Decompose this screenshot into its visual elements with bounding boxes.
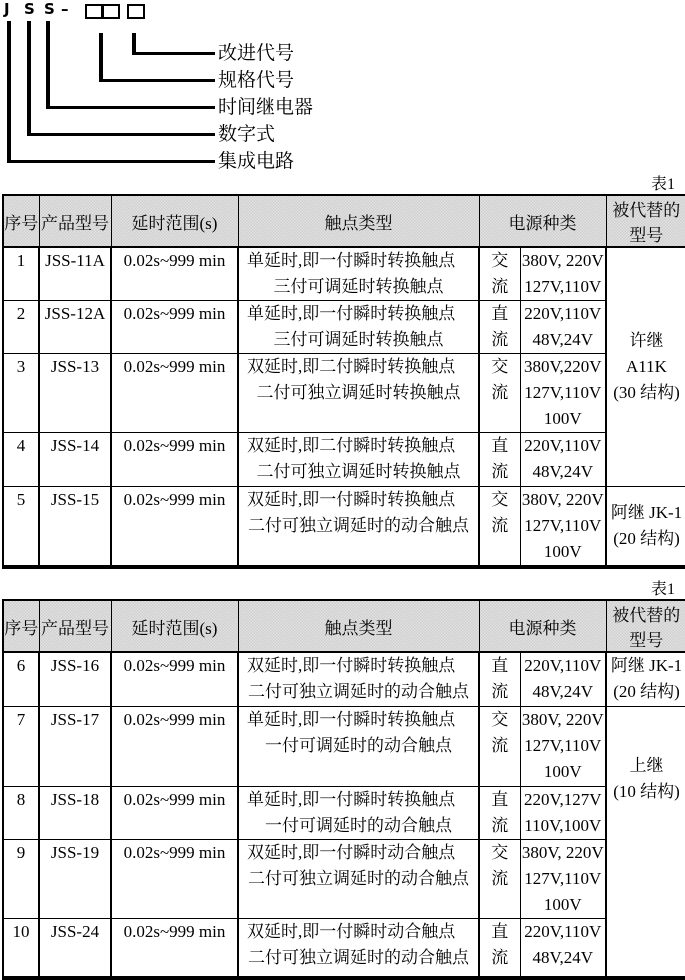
- cell-contact-type: [238, 354, 479, 433]
- spec-table-2: [2, 599, 685, 980]
- cell-contact-type: [238, 652, 479, 706]
- cell-delay: 0.02s~999 min: [111, 354, 238, 433]
- cell-voltages: [520, 839, 606, 918]
- contact-line: 双延时,即一付瞬时动合触点: [247, 842, 456, 862]
- current-char: 直: [491, 789, 509, 809]
- column-header: 产品型号: [39, 600, 111, 652]
- cell-voltages: [520, 918, 606, 978]
- cell-model: JSS-17: [39, 706, 111, 786]
- current-char: 流: [491, 682, 509, 701]
- cell-contact-type: [238, 786, 479, 839]
- cell-voltages: [520, 301, 606, 354]
- cell-model: JSS-16: [39, 652, 111, 706]
- table-row: [3, 487, 685, 568]
- contact-line: 双延时,即一付瞬时转换触点: [247, 490, 456, 509]
- cell-current-kind: [479, 433, 520, 487]
- replaced-model-line: (20 结构): [613, 529, 680, 548]
- diagram-label-spec: 规格代号: [218, 70, 295, 91]
- model-code-diagram: [0, 0, 685, 176]
- current-char: 交: [491, 490, 509, 509]
- cell-seq: 4: [3, 433, 39, 487]
- voltage-line: 220V,127V: [523, 789, 602, 809]
- contact-line: 二付可独立调延时的动合触点: [248, 947, 469, 967]
- code-box-spec2: [102, 4, 120, 19]
- spec-table-1: [2, 194, 685, 569]
- contact-line: 双延时,即一付瞬时动合触点: [247, 921, 456, 941]
- voltage-line: 220V,110V: [524, 304, 602, 323]
- current-char: 流: [491, 330, 509, 349]
- voltage-line: 48V,24V: [532, 947, 594, 967]
- cell-current-kind: [479, 354, 520, 433]
- diagram-label-ic: 集成电路: [218, 151, 295, 172]
- cell-current-kind: [479, 839, 520, 918]
- cell-seq: 6: [3, 652, 39, 706]
- contact-line: 二付可独立调延时的动合触点: [248, 516, 469, 535]
- cell-delay: 0.02s~999 min: [111, 247, 238, 301]
- cell-seq: 2: [3, 301, 39, 354]
- code-box-spec1: [85, 4, 103, 19]
- contact-line: 双延时,即二付瞬时转换触点: [247, 357, 456, 376]
- table-row: [3, 706, 685, 786]
- cell-seq: 1: [3, 247, 39, 301]
- table-row: [3, 786, 685, 839]
- code-letter-j: J: [4, 0, 10, 18]
- current-char: 流: [491, 462, 509, 481]
- current-char: 流: [491, 815, 509, 835]
- replaced-model-line: (30 结构): [613, 383, 680, 402]
- cell-voltages: [520, 354, 606, 433]
- cell-delay: 0.02s~999 min: [111, 786, 238, 839]
- voltage-line: 48V,24V: [532, 462, 594, 481]
- current-char: 直: [491, 304, 509, 323]
- contact-line: 一付可调延时的动合触点: [265, 815, 452, 835]
- cell-current-kind: [479, 706, 520, 786]
- code-letter-s2: S: [44, 0, 55, 18]
- current-char: 流: [491, 735, 509, 755]
- cell-current-kind: [479, 247, 520, 301]
- replaced-model-line: 许继 A11K: [626, 331, 667, 376]
- table-row: [3, 301, 685, 354]
- column-header: 被代替的型号: [606, 600, 685, 652]
- voltage-line: 380V, 220V: [521, 251, 604, 270]
- cell-delay: 0.02s~999 min: [111, 706, 238, 786]
- diagram-label-timer: 时间继电器: [218, 97, 314, 118]
- cell-delay: 0.02s~999 min: [111, 918, 238, 978]
- header-row: [3, 195, 685, 247]
- voltage-line: 380V, 220V: [521, 842, 604, 862]
- voltage-line: 100V: [543, 894, 582, 914]
- voltage-line: 100V: [543, 542, 582, 561]
- cell-replaced-model: [606, 706, 685, 978]
- cell-voltages: [520, 652, 606, 706]
- voltage-line: 48V,24V: [532, 682, 594, 701]
- contact-line: 三付可调延时转换触点: [273, 277, 444, 296]
- cell-contact-type: [238, 433, 479, 487]
- diagram-label-revision: 改进代号: [218, 43, 295, 64]
- table-caption-1: 表1: [650, 176, 675, 193]
- cell-model: JSS-15: [39, 487, 111, 568]
- current-char: 直: [491, 656, 509, 675]
- code-dash: –: [61, 0, 69, 18]
- column-header: 延时范围(s): [111, 600, 238, 652]
- table-row: [3, 839, 685, 918]
- cell-voltages: [520, 247, 606, 301]
- contact-line: 双延时,即一付瞬时转换触点: [247, 656, 456, 675]
- table-row: [3, 433, 685, 487]
- contact-line: 双延时,即二付瞬时转换触点: [247, 436, 456, 455]
- table-row: [3, 247, 685, 301]
- current-char: 直: [491, 436, 509, 455]
- voltage-line: 100V: [543, 761, 582, 781]
- voltage-line: 220V,110V: [524, 436, 602, 455]
- column-header: 电源种类: [479, 600, 606, 652]
- code-box-rev: [127, 4, 145, 19]
- cell-replaced-model: [606, 487, 685, 568]
- voltage-line: 127V,110V: [524, 277, 602, 296]
- column-header: 序号: [3, 195, 39, 247]
- voltage-line: 110V,100V: [524, 815, 602, 835]
- cell-seq: 10: [3, 918, 39, 978]
- cell-replaced-model: [606, 652, 685, 706]
- voltage-line: 48V,24V: [532, 330, 594, 349]
- cell-current-kind: [479, 786, 520, 839]
- table-row: [3, 918, 685, 978]
- cell-voltages: [520, 786, 606, 839]
- cell-contact-type: [238, 301, 479, 354]
- cell-seq: 7: [3, 706, 39, 786]
- voltage-line: 380V, 220V: [521, 490, 604, 509]
- cell-seq: 9: [3, 839, 39, 918]
- cell-seq: 8: [3, 786, 39, 839]
- contact-line: 二付可独立调延时的动合触点: [248, 682, 469, 701]
- current-char: 流: [491, 947, 509, 967]
- contact-line: 单延时,即一付瞬时转换触点: [247, 304, 456, 323]
- column-header: 触点类型: [238, 195, 479, 247]
- cell-current-kind: [479, 918, 520, 978]
- column-header: 延时范围(s): [111, 195, 238, 247]
- code-letter-s1: S: [24, 0, 35, 18]
- voltage-line: 220V,110V: [524, 921, 602, 941]
- cell-model: JSS-12A: [39, 301, 111, 354]
- replaced-model-line: 阿继 JK-1: [610, 503, 683, 522]
- cell-voltages: [520, 433, 606, 487]
- cell-delay: 0.02s~999 min: [111, 652, 238, 706]
- current-char: 直: [491, 921, 509, 941]
- replaced-model-line: 上继: [629, 755, 664, 775]
- cell-delay: 0.02s~999 min: [111, 839, 238, 918]
- contact-line: 二付可独立调延时转换触点: [256, 462, 461, 481]
- contact-line: 单延时,即一付瞬时转换触点: [247, 789, 456, 809]
- contact-line: 单延时,即一付瞬时转换触点: [247, 251, 456, 270]
- replaced-model-line: 阿继 JK-1: [610, 656, 683, 675]
- contact-line: 二付可独立调延时的动合触点: [248, 868, 469, 888]
- cell-contact-type: [238, 918, 479, 978]
- column-header: 产品型号: [39, 195, 111, 247]
- voltage-line: 220V,110V: [524, 656, 602, 675]
- voltage-line: 127V,110V: [524, 516, 602, 535]
- replaced-model-line: (20 结构): [613, 682, 680, 701]
- cell-seq: 3: [3, 354, 39, 433]
- cell-current-kind: [479, 487, 520, 568]
- column-header: 触点类型: [238, 600, 479, 652]
- cell-seq: 5: [3, 487, 39, 568]
- cell-contact-type: [238, 839, 479, 918]
- column-header: 被代替的型号: [606, 195, 685, 247]
- cell-delay: 0.02s~999 min: [111, 487, 238, 568]
- cell-delay: 0.02s~999 min: [111, 301, 238, 354]
- current-char: 交: [491, 357, 509, 376]
- cell-voltages: [520, 706, 606, 786]
- current-char: 流: [491, 277, 509, 296]
- cell-delay: 0.02s~999 min: [111, 433, 238, 487]
- current-char: 交: [491, 842, 509, 862]
- current-char: 流: [491, 383, 509, 402]
- cell-current-kind: [479, 652, 520, 706]
- cell-model: JSS-13: [39, 354, 111, 433]
- voltage-line: 100V: [543, 409, 582, 428]
- cell-model: JSS-14: [39, 433, 111, 487]
- cell-replaced-model: [606, 247, 685, 487]
- current-char: 交: [491, 709, 509, 729]
- voltage-line: 380V, 220V: [521, 709, 604, 729]
- column-header: 序号: [3, 600, 39, 652]
- current-char: 流: [491, 868, 509, 888]
- cell-contact-type: [238, 247, 479, 301]
- contact-line: 单延时,即一付瞬时转换触点: [247, 709, 456, 729]
- header-row: [3, 600, 685, 652]
- cell-contact-type: [238, 706, 479, 786]
- cell-model: JSS-19: [39, 839, 111, 918]
- cell-contact-type: [238, 487, 479, 568]
- diagram-label-digital: 数字式: [218, 124, 276, 145]
- voltage-line: 127V,110V: [524, 735, 602, 755]
- current-char: 交: [491, 251, 509, 270]
- branch-line-ic: [7, 21, 215, 163]
- contact-line: 二付可独立调延时转换触点: [256, 383, 461, 402]
- voltage-line: 127V,110V: [524, 868, 602, 888]
- cell-model: JSS-24: [39, 918, 111, 978]
- voltage-line: 127V,110V: [524, 383, 602, 402]
- voltage-line: 380V,220V: [523, 357, 602, 376]
- current-char: 流: [491, 516, 509, 535]
- contact-line: 一付可调延时的动合触点: [265, 735, 452, 755]
- cell-voltages: [520, 487, 606, 568]
- table-caption-2: 表1: [650, 581, 675, 598]
- table-row: [3, 354, 685, 433]
- column-header: 电源种类: [479, 195, 606, 247]
- contact-line: 三付可调延时转换触点: [273, 330, 444, 349]
- cell-current-kind: [479, 301, 520, 354]
- cell-model: JSS-11A: [39, 247, 111, 301]
- cell-model: JSS-18: [39, 786, 111, 839]
- replaced-model-line: (10 结构): [613, 781, 680, 801]
- table-row: [3, 652, 685, 706]
